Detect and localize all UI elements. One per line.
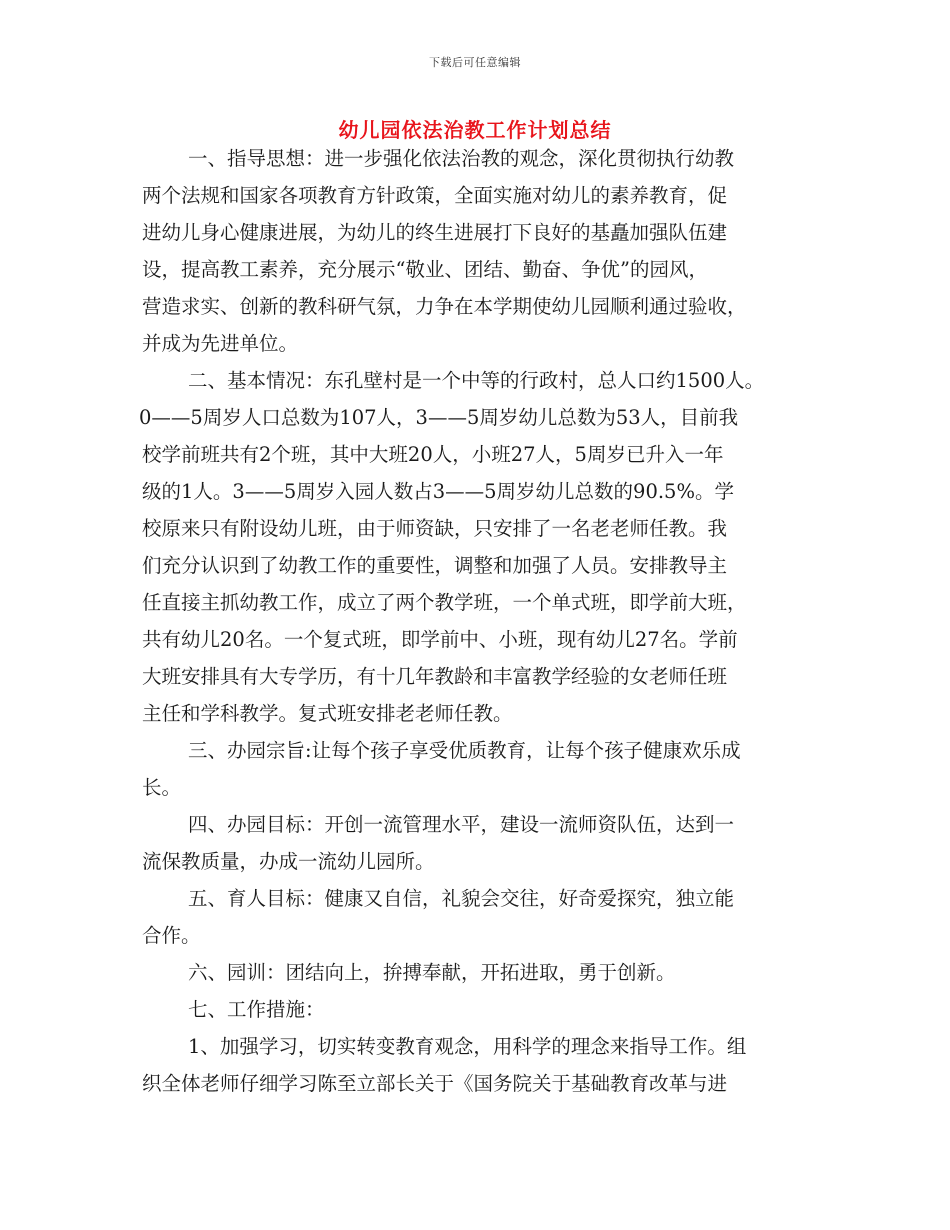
text-line: 二、基本情况：东孔壁村是一个中等的行政村，总人口约1500人。 xyxy=(188,369,765,392)
text-line: 营造求实、创新的教科研气氛，力争在本学期使幼儿园顺利通过验收， xyxy=(142,295,747,318)
text-line: 四、办园目标：开创一流管理水平，建设一流师资队伍，达到一 xyxy=(188,813,735,836)
text-line: 级的1人。3——5周岁入园人数占3——5周岁幼儿总数的90.5%。学 xyxy=(142,480,734,503)
text-line: 们充分认识到了幼教工作的重要性，调整和加强了人员。安排教导主 xyxy=(142,554,728,577)
text-line: 主任和学科教学。复式班安排老老师任教。 xyxy=(142,702,513,725)
document-body xyxy=(139,140,812,1102)
text-line: 一、指导思想：进一步强化依法治教的观念，深化贯彻执行幼教 xyxy=(188,147,735,170)
text-line: 大班安排具有大专学历，有十几年教龄和丰富教学经验的女老师任班 xyxy=(142,665,728,688)
text-line: 任直接主抓幼教工作，成立了两个教学班，一个单式班，即学前大班， xyxy=(142,591,747,614)
text-line: 七、工作措施： xyxy=(188,998,325,1021)
text-line: 织全体老师仔细学习陈至立部长关于《国务院关于基础教育改革与进 xyxy=(142,1072,728,1095)
text-line: 设，提高教工素养，充分展示“敬业、团结、勤奋、争优”的园风， xyxy=(142,258,708,281)
text-line: 三、办园宗旨:让每个孩子享受优质教育，让每个孩子健康欢乐成 xyxy=(188,739,741,762)
text-line: 进幼儿身心健康进展，为幼儿的终生进展打下良好的基矗加强队伍建 xyxy=(142,221,728,244)
document-title: 幼儿园依法治教工作计划总结 xyxy=(338,118,612,142)
header-note: 下载后可任意编辑 xyxy=(429,56,521,69)
text-line: 两个法规和国家各项教育方针政策，全面实施对幼儿的素养教育，促 xyxy=(142,184,728,207)
text-line: 共有幼儿20名。一个复式班，即学前中、小班，现有幼儿27名。学前 xyxy=(142,628,738,651)
text-line: 五、育人目标：健康又自信，礼貌会交往，好奇爱探究，独立能 xyxy=(188,887,735,910)
text-line: 校原来只有附设幼儿班，由于师资缺，只安排了一名老老师任教。我 xyxy=(142,517,728,540)
text-line: 校学前班共有2个班，其中大班20人，小班27人，5周岁已升入一年 xyxy=(142,443,724,466)
text-line: 1、加强学习，切实转变教育观念，用科学的理念来指导工作。组 xyxy=(188,1035,747,1058)
text-line: 长。 xyxy=(142,776,182,799)
text-line: 合作。 xyxy=(142,924,201,947)
text-line: 并成为先进单位。 xyxy=(142,332,299,355)
text-line: 0——5周岁人口总数为107人，3——5周岁幼儿总数为53人，目前我 xyxy=(139,406,739,429)
text-line: 六、园训：团结向上，拚搏奉献，开拓进取，勇于创新。 xyxy=(188,961,676,984)
text-line: 流保教质量，办成一流幼儿园所。 xyxy=(142,850,435,873)
